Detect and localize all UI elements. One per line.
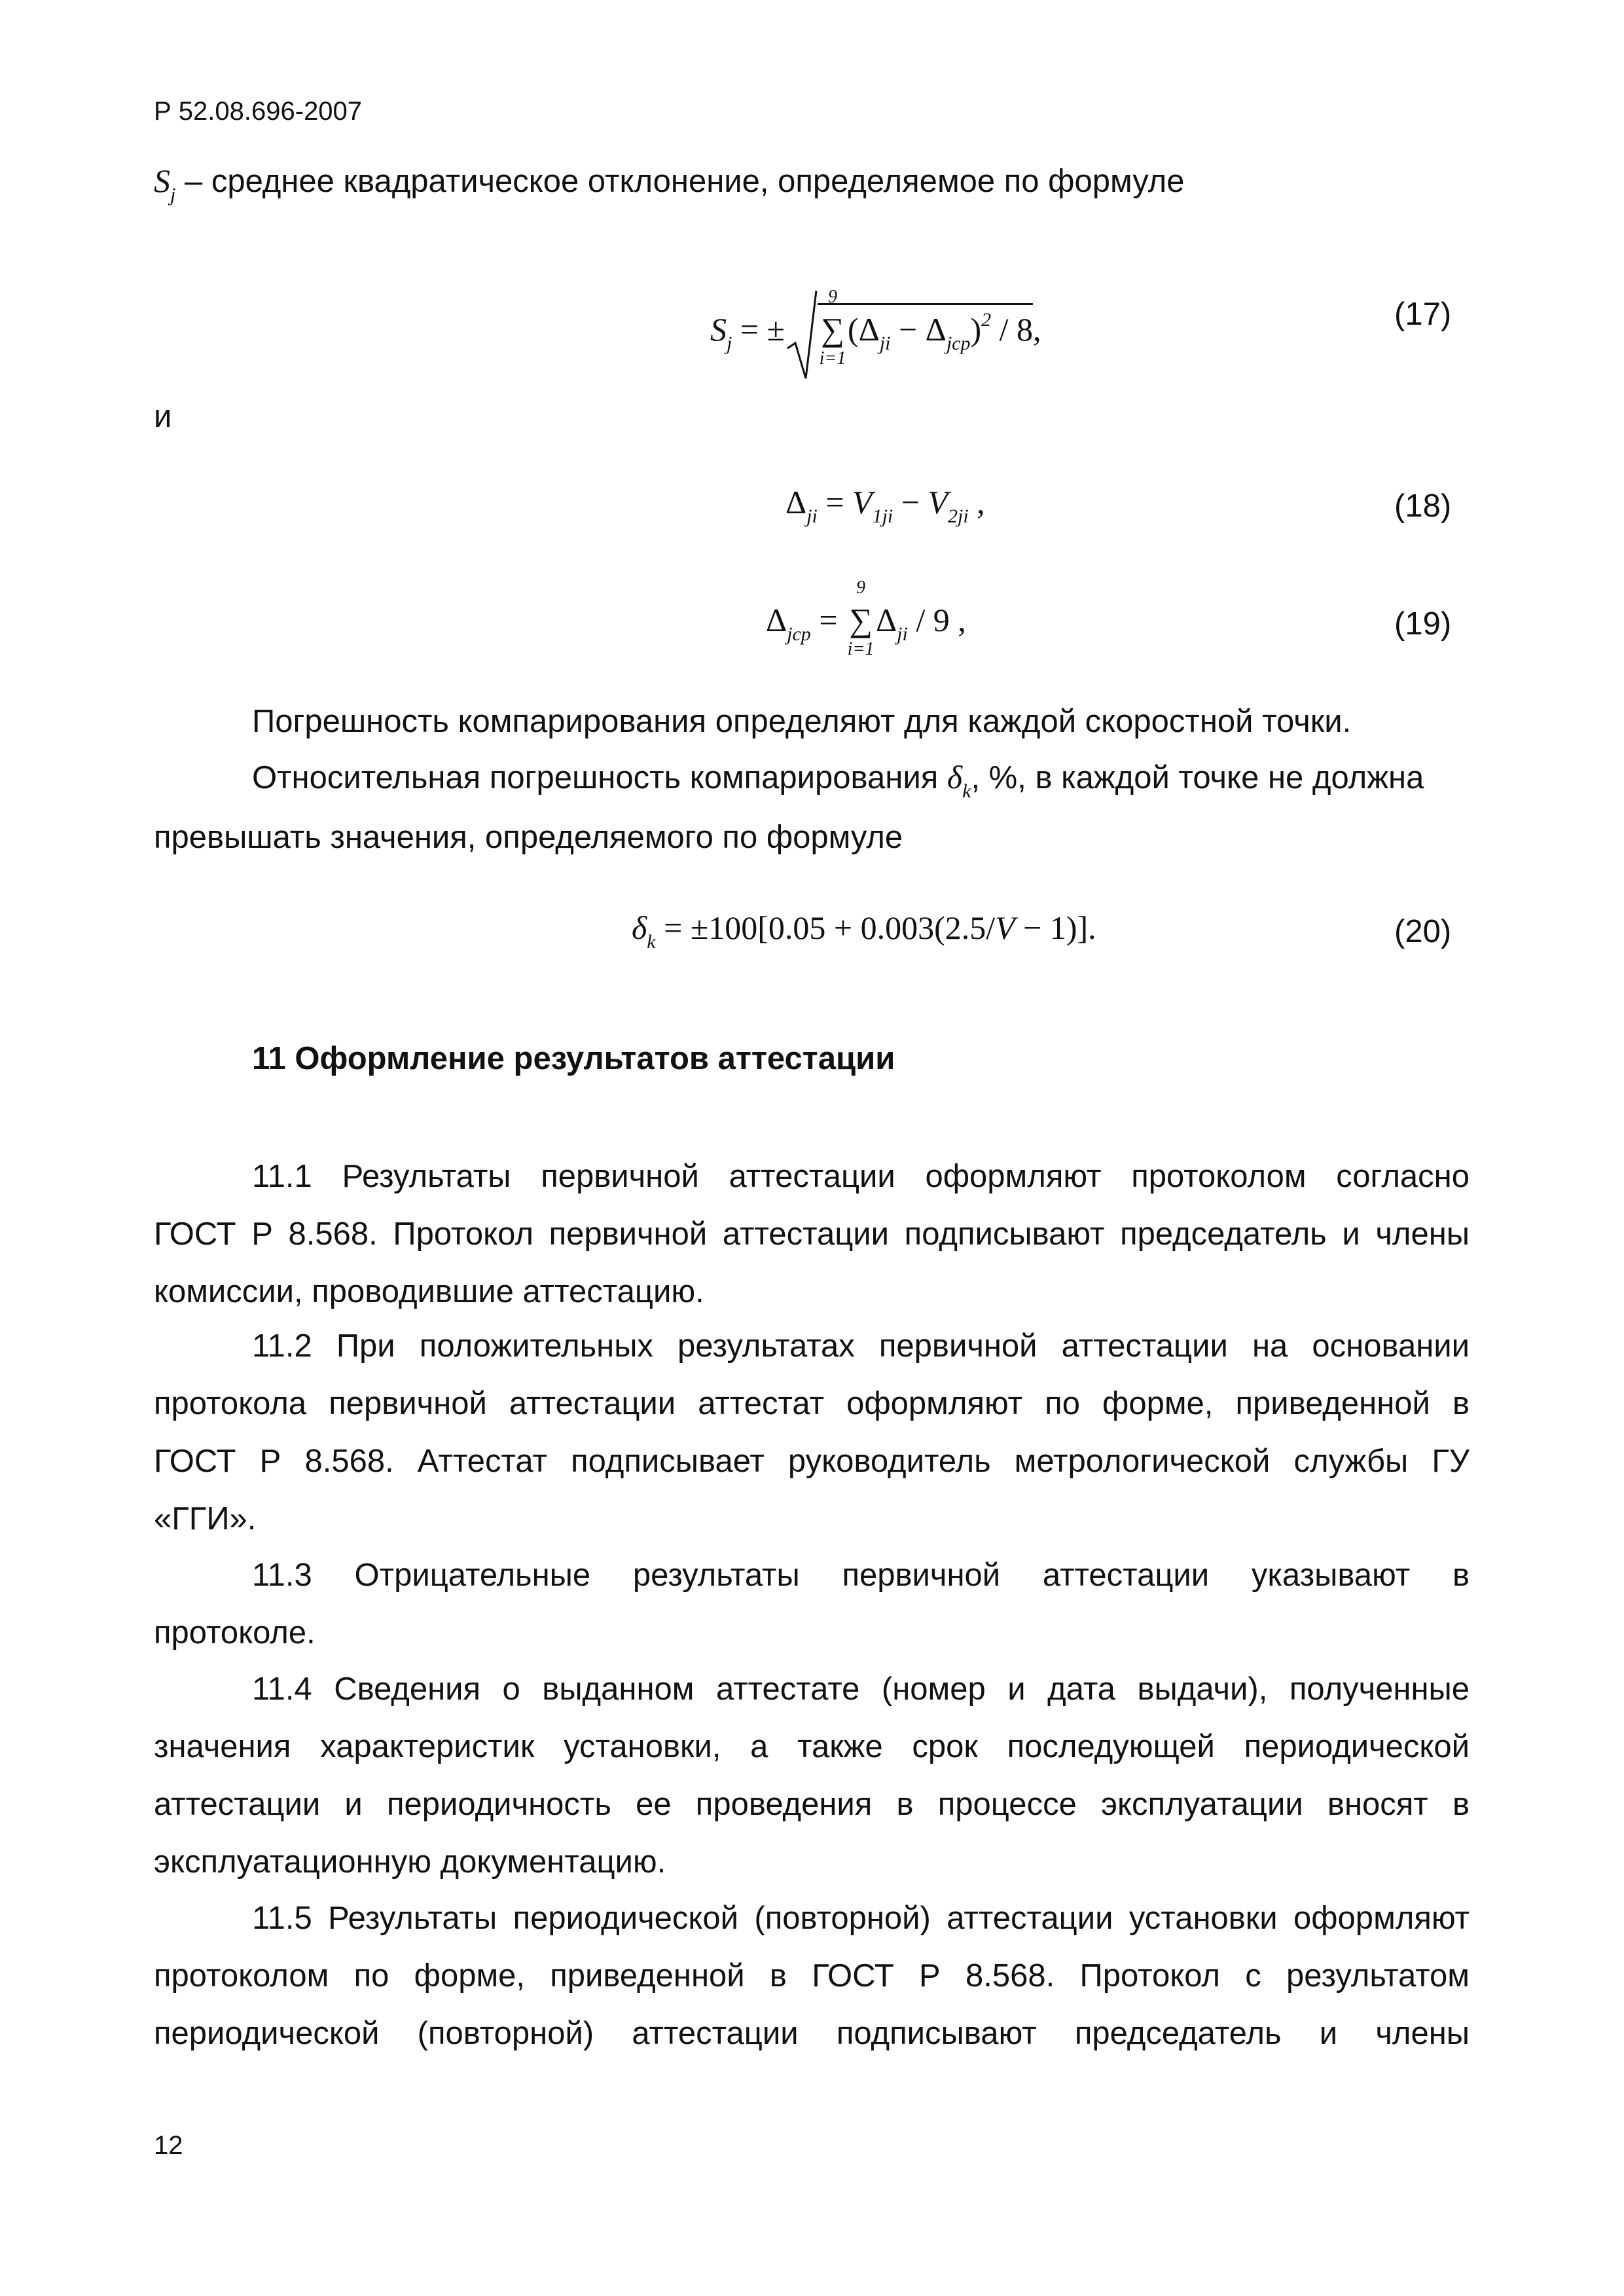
sj-symbol: $S_j$ <box>154 162 176 206</box>
paragraph-relative-error: Относительная погрешность компарирования $\delta_k$, %, в каждой точке не должна <box>252 759 1424 802</box>
formula-18: $\Delta_{ji} = V_{1ji} - V_{2ji}$ , <box>785 484 985 527</box>
paragraph-line: периодической (повторной) аттестации подписывают председатель и члены <box>154 2016 1470 2051</box>
paragraph-relative-error-cont: превышать значения, определяемого по формуле <box>154 820 903 855</box>
paragraph-line: 11.2 При положительных результатах первичной аттестации на основании <box>252 1328 1470 1364</box>
conjunction-and: и <box>154 399 172 434</box>
paragraph-line: «ГГИ». <box>154 1501 257 1537</box>
document-number: Р 52.08.696-2007 <box>154 97 363 126</box>
paragraph-line: эксплуатационную документацию. <box>154 1844 666 1880</box>
paragraph-11-1 <box>154 1148 1470 1321</box>
paragraph-11-2 <box>154 1317 1470 1548</box>
paragraph-line: 11.3 Отрицательные результаты первичной аттестации указывают в <box>252 1558 1470 1593</box>
sj-description: – среднее квадратическое отклонение, определяемое по формуле <box>184 164 1185 199</box>
paragraph-line: комиссии, проводившие аттестацию. <box>154 1274 704 1309</box>
paragraph-11-3 <box>154 1546 1470 1662</box>
paragraph-line: 11.1 Результаты первичной аттестации оформляют протоколом согласно <box>252 1159 1470 1194</box>
paragraph-comparison-error: Погрешность компарирования определяют для каждой скоростной точки. <box>252 704 1352 739</box>
sj-definition <box>154 152 1184 224</box>
paragraph-line: значения характеристик установки, а также срок последующей периодической <box>154 1729 1470 1764</box>
paragraph-line: 11.4 Сведения о выданном аттестате (номер и дата выдачи), полученные <box>252 1671 1470 1707</box>
equation-number-17: (17) <box>1394 297 1452 332</box>
paragraph-line: аттестации и периодичность ее проведения в процессе эксплуатации вносят в <box>154 1787 1470 1822</box>
sqrt-radical <box>785 288 818 386</box>
paragraph-line: ГОСТ Р 8.568. Протокол первичной аттестации подписывают председатель и члены <box>154 1216 1470 1252</box>
equation-number-19: (19) <box>1394 606 1452 642</box>
paragraph-11-5 <box>154 1889 1470 2062</box>
paragraph-11-4 <box>154 1660 1470 1891</box>
equation-number-20: (20) <box>1394 914 1452 949</box>
delta-k-symbol: $\delta_k$ <box>947 759 971 802</box>
paragraph-line: ГОСТ Р 8.568. Аттестат подписывает руководитель метрологической службы ГУ <box>154 1444 1470 1479</box>
paragraph-line: 11.5 Результаты периодической (повторной) аттестации установки оформляют <box>252 1901 1470 1936</box>
formula-20: $\delta_k = \pm 100[0.05 + 0.003(2.5/V - 1)]$. <box>632 909 1096 953</box>
formula-17: $S_j$ = ± 9 ∑ i=1 $(\Delta_{ji} - \Delta_{jcp})^2 / 8$, <box>710 288 1041 386</box>
section-heading: 11 Оформление результатов аттестации <box>252 1041 895 1076</box>
equation-number-18: (18) <box>1394 488 1452 524</box>
paragraph-line: протокола первичной аттестации аттестат оформляют по форме, приведенной в <box>154 1386 1470 1421</box>
formula-19: $\Delta_{jcp}$ = 9 ∑ i=1 $\Delta_{ji} / 9$ , <box>766 577 966 659</box>
paragraph-line: протоколе. <box>154 1615 316 1650</box>
paragraph-line: протоколом по форме, приведенной в ГОСТ Р 8.568. Протокол с результатом <box>154 1958 1470 1994</box>
page-number: 12 <box>154 2131 183 2160</box>
